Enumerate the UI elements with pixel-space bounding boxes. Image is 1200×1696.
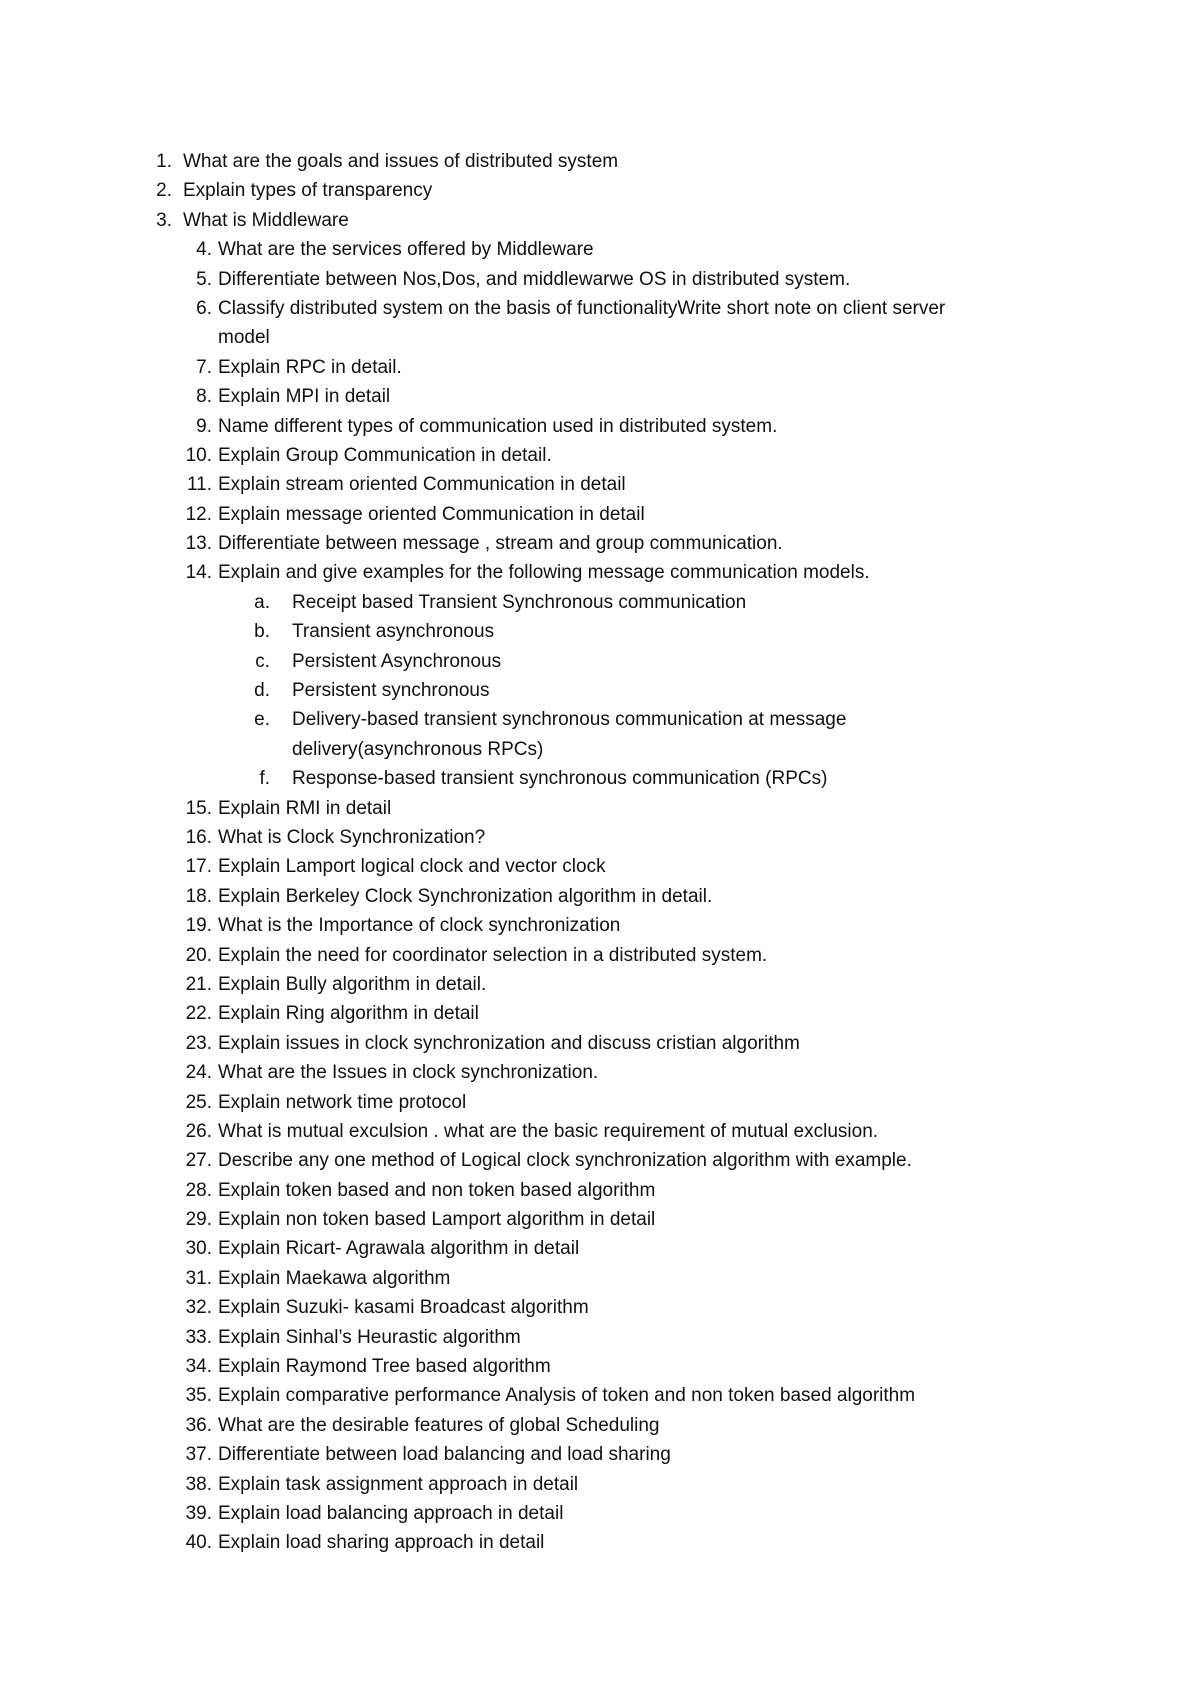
item-number: 28. [185, 1179, 212, 1201]
item-number: 25. [185, 1091, 212, 1113]
item-number: 2. [156, 180, 172, 202]
item-number: 39. [185, 1502, 212, 1524]
item-text: Explain message oriented Communication in detail [218, 503, 645, 525]
item-number: 9. [196, 415, 212, 437]
sub-list-item-continuation [0, 735, 1200, 764]
list-item [0, 382, 1200, 411]
list-item [0, 911, 1200, 940]
list-item [0, 529, 1200, 558]
sub-item-text: Transient asynchronous [292, 621, 495, 643]
sub-item-text: Delivery-based transient synchronous communication at message [292, 709, 847, 731]
item-text: Classify distributed system on the basis of functionalityWrite short note on client server [218, 297, 946, 319]
item-number: 18. [185, 885, 212, 907]
list-item [0, 1264, 1200, 1293]
list-item [0, 470, 1200, 499]
list-item [0, 1411, 1200, 1440]
item-text: Explain RPC in detail. [218, 356, 402, 378]
item-text: Explain types of transparency [183, 180, 433, 202]
item-text: Explain Ring algorithm in detail [218, 1003, 479, 1025]
list-item [0, 1176, 1200, 1205]
item-text: Explain Suzuki- kasami Broadcast algorithm [218, 1297, 589, 1319]
list-item [0, 852, 1200, 881]
list-item [0, 265, 1200, 294]
item-number: 26. [185, 1120, 212, 1142]
list-item [0, 794, 1200, 823]
item-text: What are the Issues in clock synchronization. [218, 1062, 599, 1084]
item-number: 32. [185, 1297, 212, 1319]
item-text: Explain network time protocol [218, 1091, 467, 1113]
sub-list-item [0, 676, 1200, 705]
item-text: Explain task assignment approach in detail [218, 1473, 579, 1495]
item-text: Differentiate between message , stream and group communication. [218, 533, 783, 555]
item-text: Explain stream oriented Communication in detail [218, 474, 626, 496]
list-item [0, 441, 1200, 470]
item-number: 33. [185, 1326, 212, 1348]
list-item [0, 294, 1200, 323]
list-item [0, 1528, 1200, 1557]
list-item [0, 206, 1200, 235]
sub-item-text: Persistent Asynchronous [292, 650, 502, 672]
item-number: 7. [196, 356, 212, 378]
item-number: 8. [196, 386, 212, 408]
sub-list-item [0, 588, 1200, 617]
sub-list-item [0, 617, 1200, 646]
item-text: model [218, 327, 270, 349]
list-item [0, 147, 1200, 176]
item-number: 34. [185, 1356, 212, 1378]
item-number: 17. [185, 856, 212, 878]
list-item [0, 823, 1200, 852]
item-text: Explain RMI in detail [218, 797, 392, 819]
item-text: Explain and give examples for the following message communication models. [218, 562, 870, 584]
sub-item-letter: e. [254, 709, 270, 731]
list-item [0, 1323, 1200, 1352]
list-item [0, 882, 1200, 911]
sub-list-item [0, 705, 1200, 734]
list-item [0, 1029, 1200, 1058]
item-number: 3. [156, 209, 172, 231]
item-text: Explain token based and non token based algorithm [218, 1179, 656, 1201]
item-number: 13. [185, 533, 212, 555]
list-item [0, 1440, 1200, 1469]
item-text: What are the goals and issues of distributed system [183, 151, 619, 172]
item-text: Explain the need for coordinator selection in a distributed system. [218, 944, 768, 966]
sub-item-letter: b. [254, 621, 270, 643]
sub-item-text: Receipt based Transient Synchronous communication [292, 591, 747, 613]
list-item [0, 941, 1200, 970]
item-text: Explain non token based Lamport algorithm in detail [218, 1209, 656, 1231]
sub-item-letter: a. [254, 591, 270, 613]
item-number: 21. [185, 973, 212, 995]
item-number: 22. [185, 1003, 212, 1025]
item-number: 35. [185, 1385, 212, 1407]
item-text: Explain Lamport logical clock and vector clock [218, 856, 606, 878]
item-text: Name different types of communication used in distributed system. [218, 415, 778, 437]
sub-list-item [0, 647, 1200, 676]
item-number: 36. [185, 1414, 212, 1436]
item-number: 16. [185, 826, 212, 848]
item-text: Explain Sinhal’s Heurastic algorithm [218, 1326, 521, 1348]
sub-item-text: delivery(asynchronous RPCs) [292, 738, 544, 760]
item-text: What is mutual exculsion . what are the basic requirement of mutual exclusion. [218, 1120, 879, 1142]
item-number: 29. [185, 1209, 212, 1231]
item-text: Explain load balancing approach in detail [218, 1502, 564, 1524]
item-text: Explain load sharing approach in detail [218, 1532, 545, 1554]
item-text: Describe any one method of Logical clock synchronization algorithm with example. [218, 1150, 912, 1172]
item-text: Explain MPI in detail [218, 386, 391, 408]
list-item [0, 999, 1200, 1028]
list-item-continuation [0, 323, 1200, 352]
item-number: 27. [185, 1150, 212, 1172]
item-number: 23. [185, 1032, 212, 1054]
sub-item-letter: f. [259, 768, 270, 790]
sub-item-text: Response-based transient synchronous communication (RPCs) [292, 768, 828, 790]
item-number: 6. [196, 297, 212, 319]
item-number: 4. [196, 239, 212, 261]
item-number: 11. [186, 474, 212, 496]
sub-item-text: Persistent synchronous [292, 680, 490, 702]
item-number: 19. [185, 915, 212, 937]
item-text: Explain Ricart- Agrawala algorithm in detail [218, 1238, 580, 1260]
item-text: What are the services offered by Middleware [218, 239, 594, 261]
sub-item-letter: c. [255, 650, 270, 672]
item-number: 1. [156, 151, 172, 172]
item-number: 37. [185, 1444, 212, 1466]
list-item [0, 235, 1200, 264]
list-item [0, 1058, 1200, 1087]
item-text: Explain comparative performance Analysis of token and non token based algorithm [218, 1385, 916, 1407]
list-item [0, 1205, 1200, 1234]
item-number: 10. [185, 444, 212, 466]
item-text: What is the Importance of clock synchronization [218, 915, 621, 937]
item-text: Explain Bully algorithm in detail. [218, 973, 487, 995]
item-number: 40. [185, 1532, 212, 1554]
list-item [0, 1352, 1200, 1381]
list-item [0, 500, 1200, 529]
list-item [0, 1088, 1200, 1117]
list-item [0, 1293, 1200, 1322]
item-number: 12. [185, 503, 212, 525]
sub-list-item [0, 764, 1200, 793]
list-item [0, 1381, 1200, 1410]
item-text: Differentiate between load balancing and load sharing [218, 1444, 671, 1466]
list-item [0, 412, 1200, 441]
item-number: 31. [185, 1267, 212, 1289]
item-text: What are the desirable features of global Scheduling [218, 1414, 660, 1436]
item-number: 30. [185, 1238, 212, 1260]
list-item [0, 353, 1200, 382]
item-text: Explain Berkeley Clock Synchronization algorithm in detail. [218, 885, 713, 907]
item-number: 38. [185, 1473, 212, 1495]
item-text: Explain Group Communication in detail. [218, 444, 552, 466]
item-text: Explain Maekawa algorithm [218, 1267, 451, 1289]
item-text: Explain issues in clock synchronization and discuss cristian algorithm [218, 1032, 800, 1054]
item-number: 24. [185, 1062, 212, 1084]
item-text: Explain Raymond Tree based algorithm [218, 1356, 551, 1378]
list-item [0, 1470, 1200, 1499]
item-text: Differentiate between Nos,Dos, and middlewarwe OS in distributed system. [218, 268, 851, 290]
item-number: 15. [185, 797, 212, 819]
item-text: What is Middleware [183, 209, 349, 231]
list-item [0, 176, 1200, 205]
sub-item-letter: d. [254, 680, 270, 702]
list-item [0, 1117, 1200, 1146]
list-item [0, 1499, 1200, 1528]
item-number: 20. [185, 944, 212, 966]
question-list [0, 147, 1200, 1558]
list-item [0, 1234, 1200, 1263]
item-number: 14. [185, 562, 212, 584]
list-item [0, 1146, 1200, 1175]
list-item [0, 970, 1200, 999]
list-item [0, 558, 1200, 587]
item-number: 5. [196, 268, 212, 290]
item-text: What is Clock Synchronization? [218, 826, 486, 848]
